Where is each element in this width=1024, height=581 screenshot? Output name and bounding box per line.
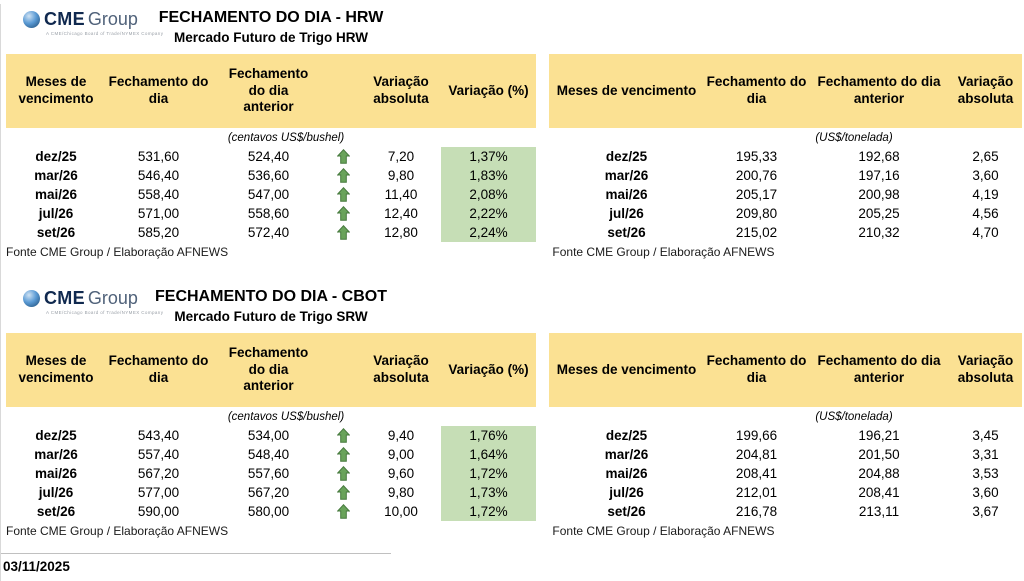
prev-cell: 204,88	[858, 466, 900, 481]
prev-cell: 213,11	[858, 504, 900, 519]
month-cell: jul/26	[609, 485, 644, 500]
pct-cell: 2,22%	[441, 204, 536, 223]
logo-cme-text: CME	[44, 9, 85, 29]
abs-cell: 9,00	[387, 447, 415, 462]
month-cell: mar/26	[34, 447, 78, 462]
abs-cell: 3,60	[972, 485, 999, 500]
table-row	[6, 166, 536, 185]
unit-label: (centavos US$/bushel)	[227, 131, 345, 144]
table-header	[549, 333, 1022, 407]
close-cell: 200,76	[735, 168, 778, 183]
col-header-abs: Variação absoluta	[957, 353, 1014, 385]
close-cell: 208,41	[735, 466, 778, 481]
col-header-abs: Variação absoluta	[373, 74, 429, 106]
table-row	[549, 483, 1022, 502]
col-header-prev: Fechamento do dia anterior	[228, 65, 309, 115]
close-cell: 543,40	[137, 428, 180, 443]
close-cell: 199,66	[735, 428, 778, 443]
up-arrow-icon	[326, 502, 361, 521]
prev-cell: 547,00	[247, 187, 290, 202]
month-cell: set/26	[607, 504, 646, 519]
up-arrow-icon	[326, 464, 361, 483]
abs-cell: 9,80	[387, 485, 415, 500]
cbot-tonne-table	[549, 333, 1022, 521]
col-header-prev: Fechamento do dia anterior	[817, 353, 941, 385]
col-header-month: Meses de vencimento	[18, 353, 94, 385]
tables-row	[6, 54, 1024, 242]
close-cell: 567,20	[137, 466, 180, 481]
source-note: Fonte CME Group / Elaboração AFNEWS	[6, 523, 229, 538]
abs-cell: 9,40	[387, 428, 415, 443]
pct-cell: 1,73%	[441, 483, 536, 502]
section-subtitle: Mercado Futuro de Trigo HRW	[173, 29, 368, 45]
table-header	[6, 54, 536, 128]
pct-cell: 1,64%	[441, 445, 536, 464]
up-arrow-icon	[326, 166, 361, 185]
table-row	[6, 185, 536, 204]
abs-cell: 3,67	[972, 504, 999, 519]
month-cell: mai/26	[605, 187, 648, 202]
month-cell: jul/26	[38, 206, 74, 221]
hrw-tonne-table	[549, 54, 1022, 242]
section-subtitle: Mercado Futuro de Trigo SRW	[174, 308, 368, 324]
table-row	[6, 464, 536, 483]
abs-cell: 3,60	[972, 168, 999, 183]
section-header	[1, 283, 1024, 333]
abs-cell: 9,60	[387, 466, 415, 481]
section-header	[1, 4, 1024, 54]
report-date: 03/11/2025	[3, 559, 70, 574]
table-row	[6, 502, 536, 521]
prev-cell: 572,40	[247, 225, 290, 240]
month-cell: dez/25	[35, 428, 77, 443]
col-header-pct: Variação (%)	[448, 82, 529, 98]
unit-row	[6, 128, 536, 147]
logo-cme-text: CME	[44, 288, 85, 308]
up-arrow-icon	[326, 204, 361, 223]
prev-cell: 524,40	[247, 149, 290, 164]
tables-row	[6, 333, 1024, 521]
month-cell: set/26	[36, 504, 76, 519]
col-header-abs: Variação absoluta	[957, 74, 1014, 106]
unit-row	[6, 407, 536, 426]
close-cell: 585,20	[137, 225, 180, 240]
close-cell: 212,01	[735, 485, 778, 500]
table-header	[549, 54, 1022, 128]
pct-cell: 1,72%	[441, 464, 536, 483]
logo-group-text: Group	[87, 288, 138, 308]
prev-cell: 580,00	[247, 504, 290, 519]
section-cbot	[1, 283, 1024, 540]
logo-group-text: Group	[87, 9, 138, 29]
col-header-pct: Variação (%)	[448, 361, 529, 377]
col-header-month: Meses de vencimento	[556, 361, 697, 377]
col-header-close: Fechamento do dia	[108, 74, 209, 106]
month-cell: mai/26	[605, 466, 648, 481]
up-arrow-icon	[326, 445, 361, 464]
prev-cell: 208,41	[858, 485, 900, 500]
abs-cell: 7,20	[387, 149, 415, 164]
section-hrw	[1, 4, 1024, 261]
pct-cell: 1,76%	[441, 426, 536, 445]
pct-cell: 2,08%	[441, 185, 536, 204]
section-title: FECHAMENTO DO DIA - CBOT	[155, 288, 387, 305]
month-cell: dez/25	[605, 149, 648, 164]
up-arrow-icon	[326, 223, 361, 242]
prev-cell: 192,68	[858, 149, 900, 164]
cme-globe-icon	[23, 290, 40, 307]
prev-cell: 200,98	[858, 187, 900, 202]
abs-cell: 4,56	[972, 206, 999, 221]
table-row	[6, 445, 536, 464]
prev-cell: 536,60	[247, 168, 290, 183]
up-arrow-icon	[326, 147, 361, 166]
prev-cell: 201,50	[858, 447, 900, 462]
abs-cell: 3,31	[972, 447, 999, 462]
abs-cell: 12,40	[384, 206, 418, 221]
month-cell: mai/26	[34, 466, 78, 481]
col-header-prev: Fechamento do dia anterior	[228, 344, 309, 394]
close-cell: 209,80	[735, 206, 778, 221]
prev-cell: 558,60	[247, 206, 290, 221]
section-title: FECHAMENTO DO DIA - HRW	[158, 9, 384, 26]
month-cell: dez/25	[605, 428, 648, 443]
abs-cell: 3,53	[972, 466, 999, 481]
pct-cell: 2,24%	[441, 223, 536, 242]
col-header-close: Fechamento do dia	[108, 353, 209, 385]
table-row	[549, 464, 1022, 483]
unit-label: (US$/tonelada)	[815, 410, 893, 423]
col-header-month: Meses de vencimento	[556, 82, 697, 98]
cme-group-logo	[23, 288, 163, 315]
pct-cell: 1,83%	[441, 166, 536, 185]
col-header-abs: Variação absoluta	[373, 353, 429, 385]
date-cell	[1, 553, 391, 576]
table-row	[6, 147, 536, 166]
close-cell: 546,40	[137, 168, 180, 183]
table-header	[6, 333, 536, 407]
close-cell: 558,40	[137, 187, 180, 202]
close-cell: 216,78	[735, 504, 778, 519]
close-cell: 205,17	[735, 187, 778, 202]
sources-row	[1, 242, 1024, 261]
table-row	[549, 502, 1022, 521]
source-note: Fonte CME Group / Elaboração AFNEWS	[6, 244, 229, 259]
close-cell: 590,00	[137, 504, 180, 519]
logo-tagline: A CME/Chicago Board of Trade/NYMEX Company	[46, 310, 164, 315]
month-cell: jul/26	[609, 206, 644, 221]
prev-cell: 548,40	[247, 447, 290, 462]
unit-row	[549, 128, 1022, 147]
up-arrow-icon	[326, 185, 361, 204]
abs-cell: 11,40	[384, 187, 418, 202]
abs-cell: 2,65	[972, 149, 999, 164]
unit-label: (centavos US$/bushel)	[227, 410, 345, 423]
table-row	[549, 147, 1022, 166]
cme-globe-icon	[23, 11, 40, 28]
table-row	[6, 426, 536, 445]
month-cell: mar/26	[604, 447, 649, 462]
abs-cell: 3,45	[972, 428, 999, 443]
prev-cell: 534,00	[247, 428, 290, 443]
table-row	[549, 445, 1022, 464]
report-page	[0, 4, 1024, 581]
pct-cell: 1,37%	[441, 147, 536, 166]
logo-tagline: A CME/Chicago Board of Trade/NYMEX Company	[46, 31, 164, 36]
month-cell: jul/26	[38, 485, 74, 500]
close-cell: 204,81	[735, 447, 778, 462]
hrw-bushel-table	[6, 54, 536, 242]
up-arrow-icon	[326, 483, 361, 502]
source-note: Fonte CME Group / Elaboração AFNEWS	[552, 244, 775, 259]
sources-row	[1, 521, 1024, 540]
prev-cell: 210,32	[858, 225, 900, 240]
prev-cell: 196,21	[858, 428, 900, 443]
col-header-close: Fechamento do dia	[706, 353, 807, 385]
source-note: Fonte CME Group / Elaboração AFNEWS	[552, 523, 775, 538]
cme-group-logo	[23, 9, 163, 36]
col-header-prev: Fechamento do dia anterior	[817, 74, 941, 106]
prev-cell: 197,16	[858, 168, 900, 183]
unit-row	[549, 407, 1022, 426]
table-row	[549, 426, 1022, 445]
prev-cell: 557,60	[247, 466, 290, 481]
abs-cell: 4,19	[972, 187, 999, 202]
abs-cell: 12,80	[384, 225, 418, 240]
table-row	[6, 483, 536, 502]
prev-cell: 567,20	[247, 485, 290, 500]
close-cell: 195,33	[735, 149, 778, 164]
month-cell: mar/26	[604, 168, 649, 183]
abs-cell: 4,70	[972, 225, 999, 240]
abs-cell: 9,80	[387, 168, 415, 183]
cbot-bushel-table	[6, 333, 536, 521]
month-cell: mar/26	[34, 168, 78, 183]
table-row	[549, 185, 1022, 204]
prev-cell: 205,25	[858, 206, 900, 221]
table-row	[6, 204, 536, 223]
pct-cell: 1,72%	[441, 502, 536, 521]
month-cell: mai/26	[34, 187, 78, 202]
table-row	[549, 223, 1022, 242]
month-cell: dez/25	[35, 149, 77, 164]
close-cell: 531,60	[137, 149, 180, 164]
close-cell: 557,40	[137, 447, 180, 462]
table-row	[549, 204, 1022, 223]
table-row	[549, 166, 1022, 185]
unit-label: (US$/tonelada)	[815, 131, 893, 144]
abs-cell: 10,00	[384, 504, 418, 519]
close-cell: 215,02	[735, 225, 778, 240]
close-cell: 577,00	[137, 485, 180, 500]
table-row	[6, 223, 536, 242]
close-cell: 571,00	[137, 206, 180, 221]
month-cell: set/26	[36, 225, 76, 240]
up-arrow-icon	[326, 426, 361, 445]
col-header-close: Fechamento do dia	[706, 74, 807, 106]
col-header-month: Meses de vencimento	[18, 74, 94, 106]
month-cell: set/26	[607, 225, 646, 240]
